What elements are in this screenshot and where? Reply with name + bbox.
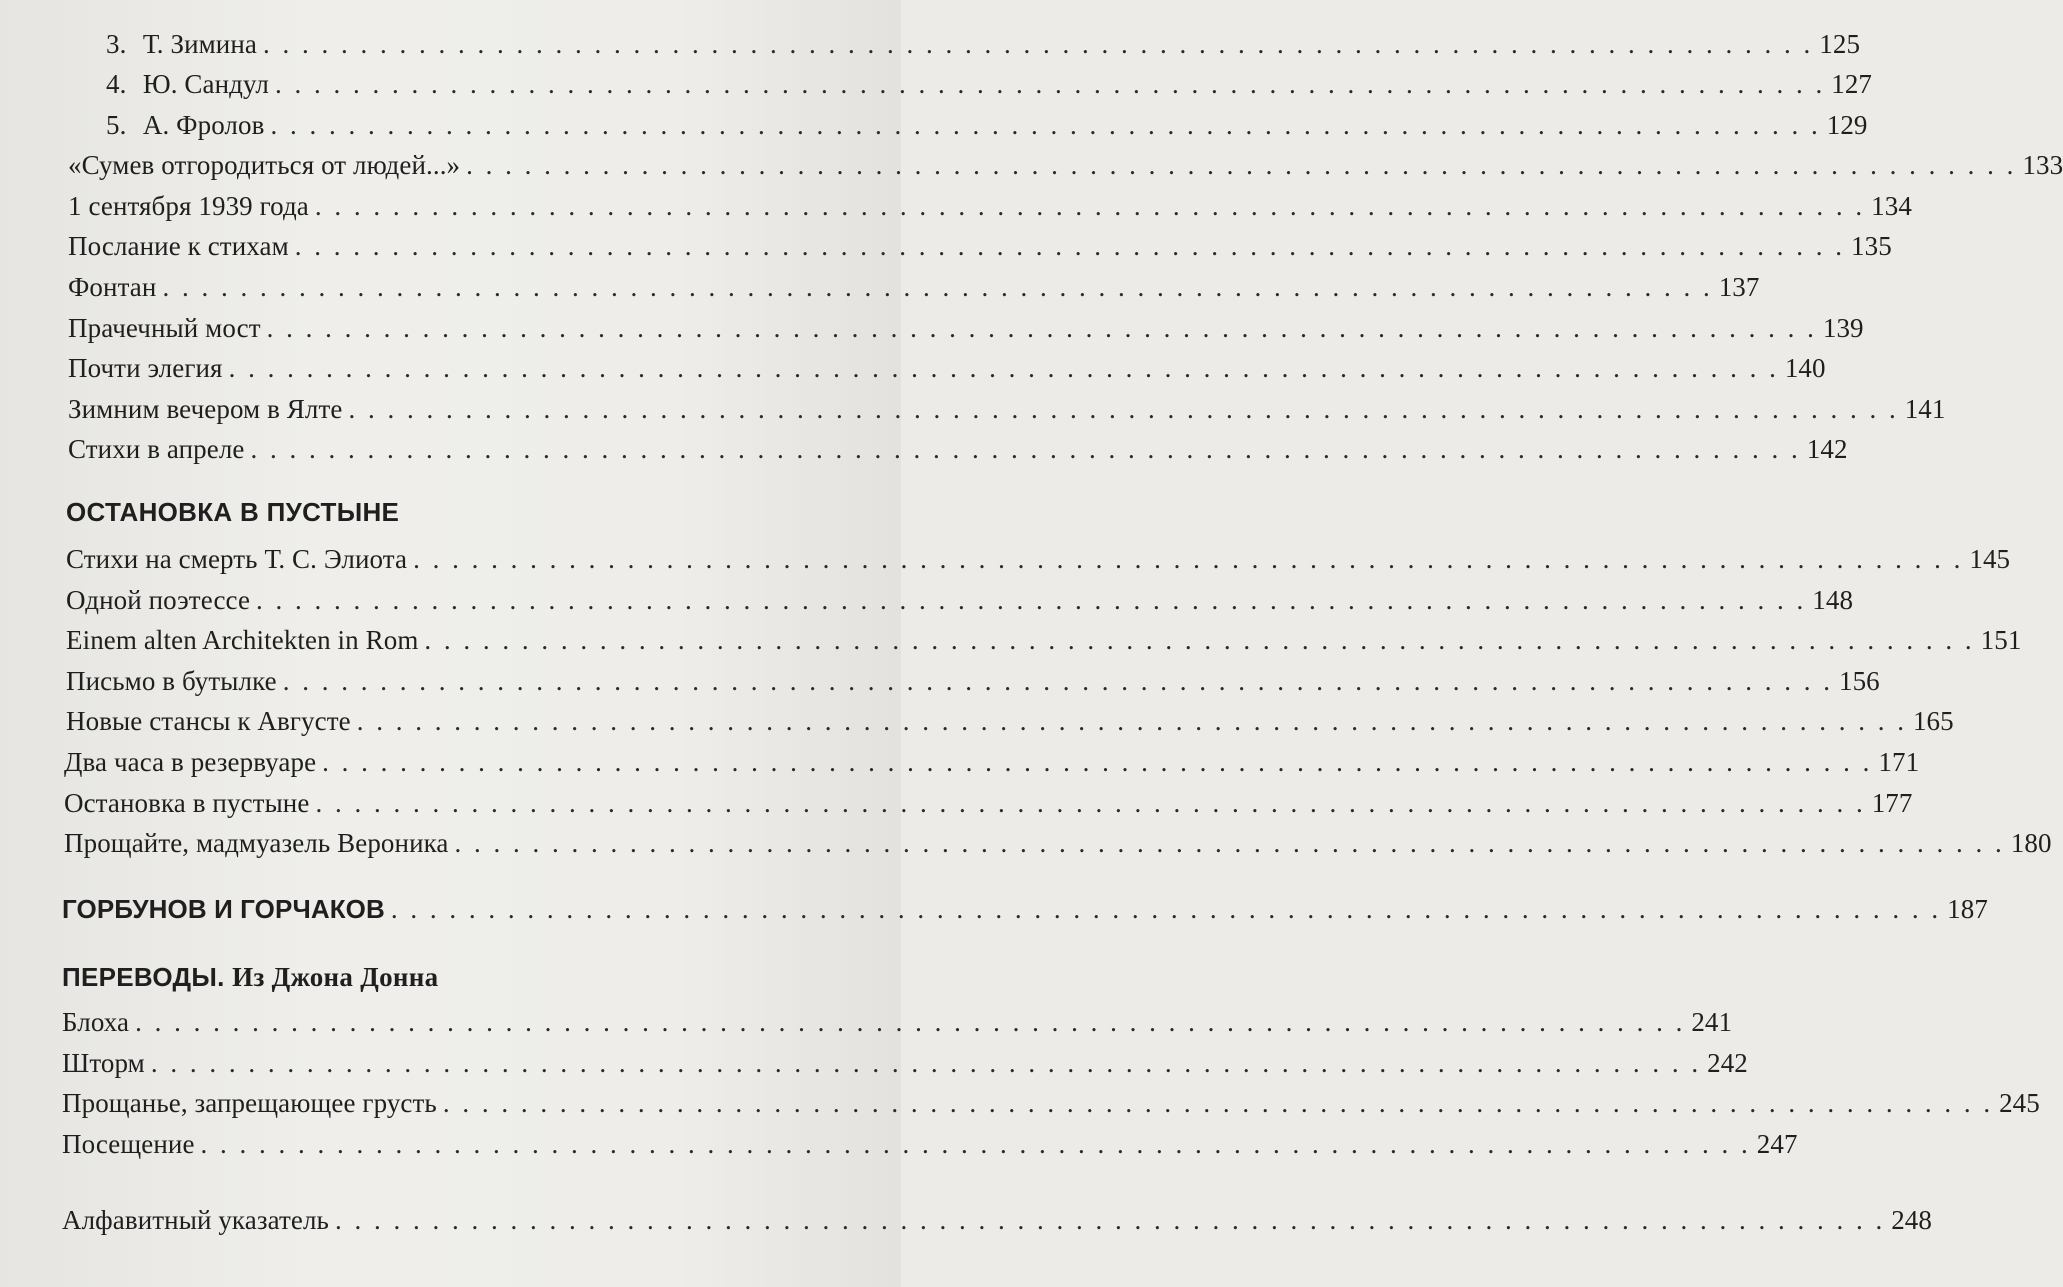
toc-entry [68, 392, 1946, 426]
dot-leader: . . . . . . . . . . . . . . . . . . . . . . . . . . . . . . . . . . . . . . . . . . . . . . . . . . . . . . . . . . . . . . . . . . . . . . . . . . . . . . . . [322, 747, 1873, 777]
dot-leader: . . . . . . . . . . . . . . . . . . . . . . . . . . . . . . . . . . . . . . . . . . . . . . . . . . . . . . . . . . . . . . . . . . . . . . . . . . . . . . . . [263, 29, 1814, 59]
dot-leader: . . . . . . . . . . . . . . . . . . . . . . . . . . . . . . . . . . . . . . . . . . . . . . . . . . . . . . . . . . . . . . . . . . . . . . . . . . . . . . . . [442, 1088, 1994, 1118]
toc-entry-title: Алфавитный указатель [62, 1205, 329, 1235]
section-heading: ГОРБУНОВ И ГОРЧАКОВ [62, 894, 385, 924]
toc-entry-title: Стихи на смерть Т. С. Элиота [66, 544, 408, 574]
toc-entry-page: 141 [1904, 394, 1946, 424]
toc-entry-page: 125 [1819, 29, 1861, 59]
dot-leader: . . . . . . . . . . . . . . . . . . . . . . . . . . . . . . . . . . . . . . . . . . . . . . . . . . . . . . . . . . . . . . . . . . . . . . . . . . . . . . . . [200, 1129, 1751, 1159]
toc-entry-title: Шторм [62, 1048, 145, 1078]
toc-entry [66, 704, 1954, 738]
toc-entry [62, 1127, 1798, 1161]
dot-leader: . . . . . . . . . . . . . . . . . . . . . . . . . . . . . . . . . . . . . . . . . . . . . . . . . . . . . . . . . . . . . . . . . . . . . . . . . . . . . . . . [135, 1007, 1686, 1037]
toc-entry-page: 139 [1822, 313, 1864, 343]
dot-leader: . . . . . . . . . . . . . . . . . . . . . . . . . . . . . . . . . . . . . . . . . . . . . . . . . . . . . . . . . . . . . . . . . . . . . . . . . . . . . . . . [356, 706, 1907, 736]
toc-entry [62, 1086, 2040, 1120]
toc-entry [66, 623, 2022, 657]
toc-entry-title: Остановка в пустыне [64, 788, 310, 818]
toc-entry-index [62, 1203, 1933, 1237]
toc-entry-text: Т. Зимина [142, 29, 257, 59]
toc-entry-page: 127 [1831, 69, 1873, 99]
toc-entry [68, 189, 1912, 223]
toc-entry-title: Einem alten Architekten in Rom [66, 625, 419, 655]
toc-entry-title: Стихи в апреле [68, 434, 245, 464]
toc-entry-title: Письмо в бутылке [66, 666, 277, 696]
toc-entry-number: 4. [106, 69, 127, 99]
toc-entry [62, 1046, 1748, 1080]
dot-leader: . . . . . . . . . . . . . . . . . . . . . . . . . . . . . . . . . . . . . . . . . . . . . . . . . . . . . . . . . . . . . . . . . . . . . . . . . . . . . . . . [334, 1205, 1886, 1235]
dot-leader: . . . . . . . . . . . . . . . . . . . . . . . . . . . . . . . . . . . . . . . . . . . . . . . . . . . . . . . . . . . . . . . . . . . . . . . . . . . . . . . . [270, 110, 1821, 140]
toc-entry-page: 151 [1980, 625, 2022, 655]
dot-leader: . . . . . . . . . . . . . . . . . . . . . . . . . . . . . . . . . . . . . . . . . . . . . . . . . . . . . . . . . . . . . . . . . . . . . . . . . . . . . . . . [348, 394, 1899, 424]
toc-entry-title [106, 67, 269, 101]
toc-entry-title [106, 27, 257, 61]
toc-entry-title: «Сумев отгородиться от людей...» [68, 150, 461, 180]
toc-entry-page: 247 [1756, 1129, 1798, 1159]
toc-entry [62, 1005, 1733, 1039]
section-heading: ОСТАНОВКА В ПУСТЫНЕ [66, 497, 400, 527]
toc-entry-page: 142 [1806, 434, 1848, 464]
dot-leader: . . . . . . . . . . . . . . . . . . . . . . . . . . . . . . . . . . . . . . . . . . . . . . . . . . . . . . . . . . . . . . . . . . . . . . . . . . . . . . . . [390, 894, 1942, 924]
toc-entry [66, 664, 1880, 698]
toc-entry-page: 129 [1826, 110, 1868, 140]
toc-entry [68, 229, 1892, 263]
toc-entry [64, 826, 2052, 860]
toc-entry [68, 351, 1826, 385]
toc-entry-title: Блоха [62, 1007, 130, 1037]
toc-entry-title: Фонтан [68, 272, 157, 302]
toc-entry [106, 67, 1873, 101]
toc-entry [106, 108, 1868, 142]
toc-entry [68, 270, 1760, 304]
toc-entry-title: Послание к стихам [68, 231, 289, 261]
toc-entry-page: 156 [1838, 666, 1880, 696]
toc-entry-page: 134 [1871, 191, 1912, 221]
toc-entry-title: Новые стансы к Августе [66, 706, 351, 736]
toc-entry-title: Посещение [62, 1129, 195, 1159]
dot-leader: . . . . . . . . . . . . . . . . . . . . . . . . . . . . . . . . . . . . . . . . . . . . . . . . . . . . . . . . . . . . . . . . . . . . . . . . . . . . . . . . [315, 788, 1866, 818]
toc-entry-text: А. Фролов [142, 110, 265, 140]
toc-entry-title: Прачечный мост [68, 313, 261, 343]
toc-entry [64, 745, 1920, 779]
dot-leader: . . . . . . . . . . . . . . . . . . . . . . . . . . . . . . . . . . . . . . . . . . . . . . . . . . . . . . . . . . . . . . . . . . . . . . . . . . . . . . . . [266, 313, 1817, 343]
dot-leader: . . . . . . . . . . . . . . . . . . . . . . . . . . . . . . . . . . . . . . . . . . . . . . . . . . . . . . . . . . . . . . . . . . . . . . . . . . . . . . . . [256, 585, 1807, 615]
toc-entry-page: 133 [2022, 150, 2063, 180]
toc-entry [68, 311, 1864, 345]
dot-leader: . . . . . . . . . . . . . . . . . . . . . . . . . . . . . . . . . . . . . . . . . . . . . . . . . . . . . . . . . . . . . . . . . . . . . . . . . . . . . . . . [162, 272, 1713, 302]
toc-entry [66, 583, 1854, 617]
toc-entry-page: 187 [1947, 894, 1988, 924]
dot-leader: . . . . . . . . . . . . . . . . . . . . . . . . . . . . . . . . . . . . . . . . . . . . . . . . . . . . . . . . . . . . . . . . . . . . . . . . . . . . . . . . [250, 434, 1801, 464]
toc-entry-page: 171 [1878, 747, 1920, 777]
toc-entry-page: 241 [1691, 1007, 1733, 1037]
toc-entry-page: 135 [1851, 231, 1892, 261]
toc-entry-page: 145 [1969, 544, 2011, 574]
toc-entry-page: 137 [1718, 272, 1760, 302]
toc-entry [68, 148, 2063, 182]
toc-entry-text: Ю. Сандул [142, 69, 269, 99]
toc-entry-page: 248 [1891, 1205, 1933, 1235]
section-heading [62, 961, 438, 993]
toc-entry-title: Почти элегия [68, 353, 223, 383]
dot-leader: . . . . . . . . . . . . . . . . . . . . . . . . . . . . . . . . . . . . . . . . . . . . . . . . . . . . . . . . . . . . . . . . . . . . . . . . . . . . . . . . [314, 191, 1866, 221]
toc-entry [62, 892, 1988, 926]
toc-entry-page: 245 [1999, 1088, 2040, 1118]
section-heading-subtitle: Из Джона Донна [232, 962, 439, 992]
toc-entry [106, 27, 1861, 61]
section-heading-title: ПЕРЕВОДЫ. [62, 962, 225, 992]
toc-entry [68, 432, 1848, 466]
dot-leader: . . . . . . . . . . . . . . . . . . . . . . . . . . . . . . . . . . . . . . . . . . . . . . . . . . . . . . . . . . . . . . . . . . . . . . . . . . . . . . . . [274, 69, 1826, 99]
toc-entry-title: Одной поэтессе [66, 585, 251, 615]
dot-leader: . . . . . . . . . . . . . . . . . . . . . . . . . . . . . . . . . . . . . . . . . . . . . . . . . . . . . . . . . . . . . . . . . . . . . . . . . . . . . . . . [466, 150, 2017, 180]
dot-leader: . . . . . . . . . . . . . . . . . . . . . . . . . . . . . . . . . . . . . . . . . . . . . . . . . . . . . . . . . . . . . . . . . . . . . . . . . . . . . . . . [294, 231, 1846, 261]
toc-entry-page: 148 [1812, 585, 1854, 615]
toc-entry-page: 177 [1871, 788, 1913, 818]
dot-leader: . . . . . . . . . . . . . . . . . . . . . . . . . . . . . . . . . . . . . . . . . . . . . . . . . . . . . . . . . . . . . . . . . . . . . . . . . . . . . . . . [150, 1048, 1702, 1078]
toc-entry [64, 786, 1913, 820]
toc-entry-title [106, 108, 264, 142]
toc-entry-page: 165 [1912, 706, 1954, 736]
toc-entry-number: 3. [106, 29, 127, 59]
toc-entry-title: Прощанье, запрещающее грусть [62, 1088, 437, 1118]
toc-entry-title: Зимним вечером в Ялте [68, 394, 343, 424]
toc-entry [66, 542, 2011, 576]
toc-entry-title: Прощайте, мадмуазель Вероника [64, 828, 449, 858]
toc-entry-page: 242 [1707, 1048, 1748, 1078]
dot-leader: . . . . . . . . . . . . . . . . . . . . . . . . . . . . . . . . . . . . . . . . . . . . . . . . . . . . . . . . . . . . . . . . . . . . . . . . . . . . . . . . [413, 544, 1964, 574]
toc-entry-page: 140 [1784, 353, 1826, 383]
dot-leader: . . . . . . . . . . . . . . . . . . . . . . . . . . . . . . . . . . . . . . . . . . . . . . . . . . . . . . . . . . . . . . . . . . . . . . . . . . . . . . . . [454, 828, 2005, 858]
dot-leader: . . . . . . . . . . . . . . . . . . . . . . . . . . . . . . . . . . . . . . . . . . . . . . . . . . . . . . . . . . . . . . . . . . . . . . . . . . . . . . . . [424, 625, 1975, 655]
toc-entry-title: 1 сентября 1939 года [68, 191, 309, 221]
toc-entry-title: Два часа в резервуаре [64, 747, 317, 777]
toc-entry-number: 5. [106, 110, 127, 140]
toc-entry-page: 180 [2010, 828, 2052, 858]
dot-leader: . . . . . . . . . . . . . . . . . . . . . . . . . . . . . . . . . . . . . . . . . . . . . . . . . . . . . . . . . . . . . . . . . . . . . . . . . . . . . . . . [228, 353, 1779, 383]
dot-leader: . . . . . . . . . . . . . . . . . . . . . . . . . . . . . . . . . . . . . . . . . . . . . . . . . . . . . . . . . . . . . . . . . . . . . . . . . . . . . . . . [282, 666, 1833, 696]
